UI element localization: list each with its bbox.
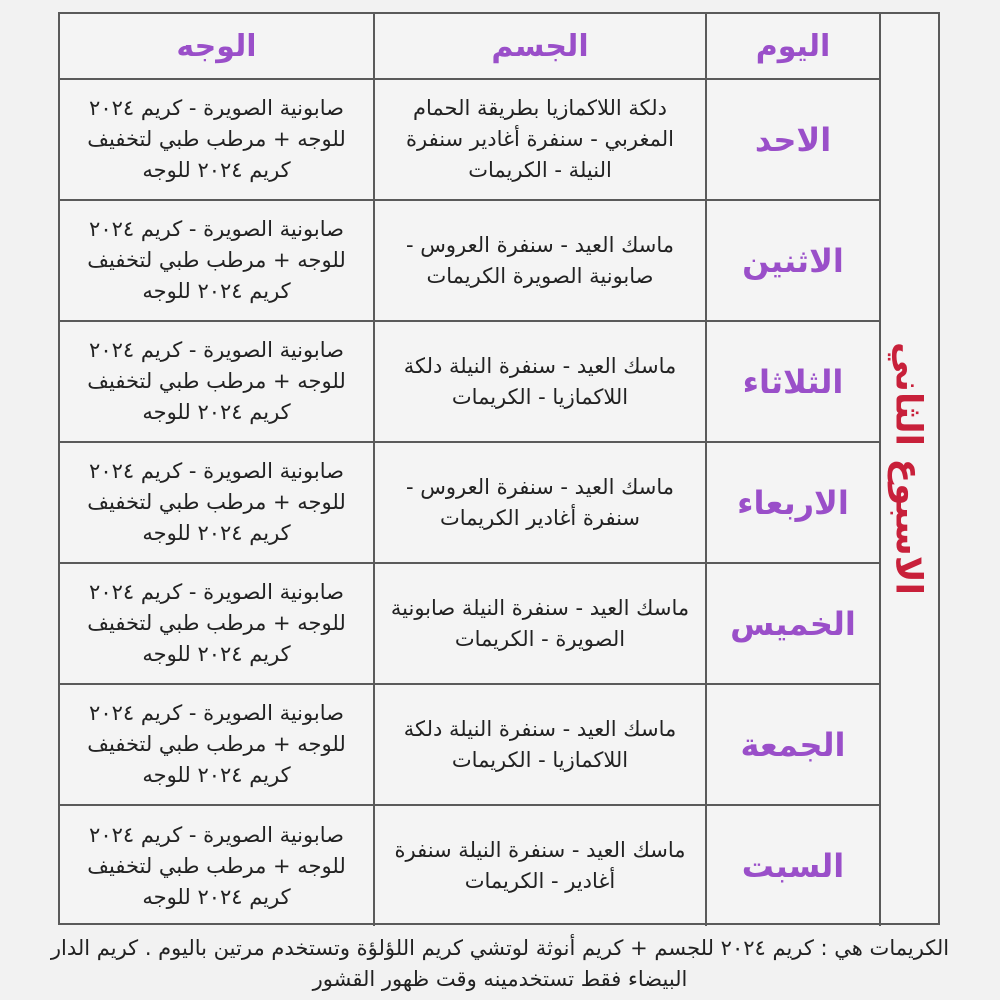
face-routine-cell: صابونية الصويرة - كريم ٢٠٢٤ للوجه + مرطب طبي لتخفيف كريم ٢٠٢٤ للوجه	[60, 684, 374, 805]
body-routine-cell: ماسك العيد - سنفرة النيلة دلكة اللاكمازيا - الكريمات	[374, 321, 706, 442]
day-cell: الاثنين	[706, 200, 880, 321]
face-routine-cell: صابونية الصويرة - كريم ٢٠٢٤ للوجه + مرطب طبي لتخفيف كريم ٢٠٢٤ للوجه	[60, 563, 374, 684]
table-header-row	[60, 14, 880, 79]
face-routine-cell: صابونية الصويرة - كريم ٢٠٢٤ للوجه + مرطب طبي لتخفيف كريم ٢٠٢٤ للوجه	[60, 321, 374, 442]
face-routine-cell: صابونية الصويرة - كريم ٢٠٢٤ للوجه + مرطب طبي لتخفيف كريم ٢٠٢٤ للوجه	[60, 79, 374, 200]
day-cell: السبت	[706, 805, 880, 926]
table-row	[60, 442, 880, 563]
day-cell: الخميس	[706, 563, 880, 684]
face-routine-cell: صابونية الصويرة - كريم ٢٠٢٤ للوجه + مرطب طبي لتخفيف كريم ٢٠٢٤ للوجه	[60, 805, 374, 926]
day-cell: الاحد	[706, 79, 880, 200]
schedule-table	[60, 14, 881, 926]
body-routine-cell: ماسك العيد - سنفرة النيلة دلكة اللاكمازيا - الكريمات	[374, 684, 706, 805]
table-row	[60, 805, 880, 926]
body-routine-cell: ماسك العيد - سنفرة العروس - سنفرة أغادير الكريمات	[374, 442, 706, 563]
header-day: اليوم	[706, 14, 880, 79]
week-label: الاسبوع الثاني	[887, 342, 929, 595]
header-body: الجسم	[374, 14, 706, 79]
body-routine-cell: دلكة اللاكمازيا بطريقة الحمام المغربي - سنفرة أغادير سنفرة النيلة - الكريمات	[374, 79, 706, 200]
schedule-sheet	[58, 12, 940, 925]
body-routine-cell: ماسك العيد - سنفرة العروس - صابونية الصويرة الكريمات	[374, 200, 706, 321]
day-cell: الثلاثاء	[706, 321, 880, 442]
table-row	[60, 563, 880, 684]
table-row	[60, 200, 880, 321]
face-routine-cell: صابونية الصويرة - كريم ٢٠٢٤ للوجه + مرطب طبي لتخفيف كريم ٢٠٢٤ للوجه	[60, 200, 374, 321]
week-column	[878, 14, 938, 923]
header-face: الوجه	[60, 14, 374, 79]
body-routine-cell: ماسك العيد - سنفرة النيلة صابونية الصويرة - الكريمات	[374, 563, 706, 684]
table-row	[60, 79, 880, 200]
table-row	[60, 684, 880, 805]
face-routine-cell: صابونية الصويرة - كريم ٢٠٢٤ للوجه + مرطب طبي لتخفيف كريم ٢٠٢٤ للوجه	[60, 442, 374, 563]
creams-footnote: الكريمات هي : كريم ٢٠٢٤ للجسم + كريم أنوثة لوتشي كريم اللؤلؤة وتستخدم مرتين باليوم . كريم الدار البيضاء فقط تستخدمينه وقت ظهور القشور	[50, 936, 950, 991]
table-row	[60, 321, 880, 442]
body-routine-cell: ماسك العيد - سنفرة النيلة سنفرة أغادير - الكريمات	[374, 805, 706, 926]
day-cell: الاربعاء	[706, 442, 880, 563]
day-cell: الجمعة	[706, 684, 880, 805]
